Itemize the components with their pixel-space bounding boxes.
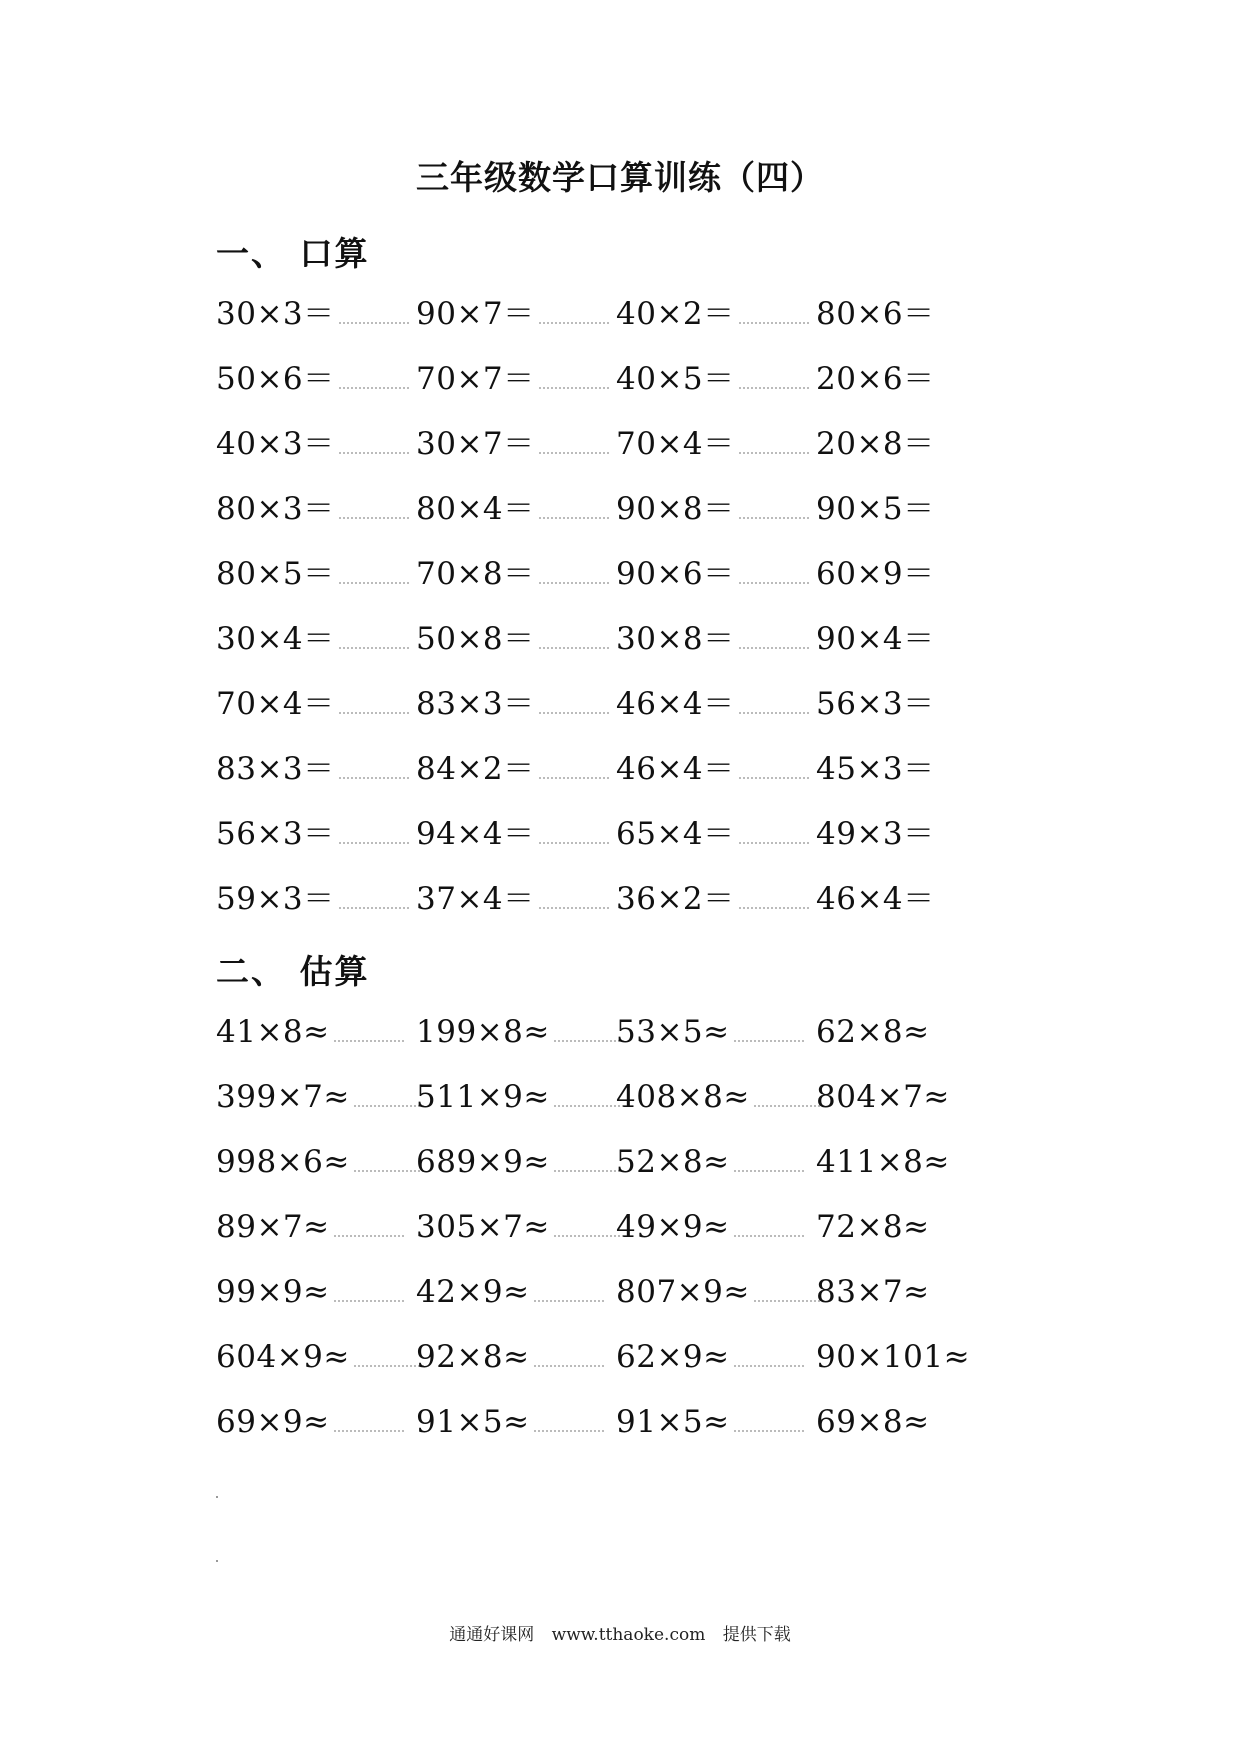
- problem: 30×4＝: [216, 619, 409, 659]
- problem: 90×4＝: [816, 621, 935, 657]
- footer-site-name: 通通好课网: [449, 1625, 535, 1645]
- problem: 92×8≈: [416, 1337, 604, 1377]
- problem: 42×9≈: [416, 1272, 604, 1312]
- problem-row: [216, 1337, 996, 1402]
- problem: 90×6＝: [616, 554, 809, 594]
- problem: 804×7≈: [816, 1079, 950, 1115]
- problem-row: [216, 424, 996, 489]
- problem-row: [216, 1012, 996, 1077]
- problem: 49×3＝: [816, 816, 935, 852]
- problem-row: [216, 554, 996, 619]
- problem: 80×4＝: [416, 489, 609, 529]
- problem: 62×8≈: [816, 1014, 930, 1050]
- problem: 305×7≈: [416, 1207, 624, 1247]
- problem: 46×4＝: [816, 881, 935, 917]
- problem: 40×2＝: [616, 294, 809, 334]
- problem: 20×8＝: [816, 426, 935, 462]
- problem: 37×4＝: [416, 879, 609, 919]
- footer-suffix: 提供下载: [722, 1625, 791, 1645]
- estimation-grid: [216, 1012, 996, 1467]
- problem: 52×8≈: [616, 1142, 804, 1182]
- problem-row: [216, 749, 996, 814]
- mental-math-grid: [216, 294, 996, 944]
- problem: 53×5≈: [616, 1012, 804, 1052]
- problem: 604×9≈: [216, 1337, 424, 1377]
- problem: 90×5＝: [816, 491, 935, 527]
- problem: 46×4＝: [616, 684, 809, 724]
- problem: 83×3＝: [216, 749, 409, 789]
- problem: 49×9≈: [616, 1207, 804, 1247]
- problem-row: [216, 619, 996, 684]
- problem: 36×2＝: [616, 879, 809, 919]
- problem: 59×3＝: [216, 879, 409, 919]
- page-title: 三年级数学口算训练（四）: [416, 158, 824, 197]
- problem: 50×6＝: [216, 359, 409, 399]
- problem: 89×7≈: [216, 1207, 404, 1247]
- problem: 56×3＝: [816, 686, 935, 722]
- problem: 69×9≈: [216, 1402, 404, 1442]
- problem: 411×8≈: [816, 1144, 950, 1180]
- problem: 94×4＝: [416, 814, 609, 854]
- problem-row: [216, 489, 996, 554]
- problem: 83×7≈: [816, 1274, 930, 1310]
- problem: 65×4＝: [616, 814, 809, 854]
- problem-row: [216, 1272, 996, 1337]
- scan-speck: [216, 1496, 218, 1498]
- problem: 90×8＝: [616, 489, 809, 529]
- problem-row: [216, 1402, 996, 1467]
- problem: 998×6≈: [216, 1142, 424, 1182]
- problem: 70×8＝: [416, 554, 609, 594]
- problem-row: [216, 294, 996, 359]
- problem: 62×9≈: [616, 1337, 804, 1377]
- problem: 69×8≈: [816, 1404, 930, 1440]
- problem: 40×3＝: [216, 424, 409, 464]
- section-heading-estimation: 二、 估算: [216, 952, 370, 991]
- problem: 80×6＝: [816, 296, 935, 332]
- problem: 30×3＝: [216, 294, 409, 334]
- problem-row: [216, 684, 996, 749]
- problem: 199×8≈: [416, 1012, 624, 1052]
- scan-speck: [216, 1560, 218, 1562]
- section-heading-mental-math: 一、 口算: [216, 234, 370, 273]
- problem: 99×9≈: [216, 1272, 404, 1312]
- problem: 399×7≈: [216, 1077, 424, 1117]
- problem: 30×7＝: [416, 424, 609, 464]
- problem: 83×3＝: [416, 684, 609, 724]
- problem: 72×8≈: [816, 1209, 930, 1245]
- problem: 56×3＝: [216, 814, 409, 854]
- problem: 807×9≈: [616, 1272, 824, 1312]
- problem: 91×5≈: [616, 1402, 804, 1442]
- problem: 90×7＝: [416, 294, 609, 334]
- problem: 46×4＝: [616, 749, 809, 789]
- problem: 40×5＝: [616, 359, 809, 399]
- problem: 70×4＝: [216, 684, 409, 724]
- problem-row: [216, 359, 996, 424]
- problem-row: [216, 1142, 996, 1207]
- problem: 50×8＝: [416, 619, 609, 659]
- problem: 41×8≈: [216, 1012, 404, 1052]
- problem: 511×9≈: [416, 1077, 624, 1117]
- problem: 30×8＝: [616, 619, 809, 659]
- footer: [0, 1620, 1240, 1645]
- problem-row: [216, 879, 996, 944]
- problem: 84×2＝: [416, 749, 609, 789]
- problem: 80×5＝: [216, 554, 409, 594]
- problem: 60×9＝: [816, 556, 935, 592]
- problem: 70×4＝: [616, 424, 809, 464]
- problem: 408×8≈: [616, 1077, 824, 1117]
- problem-row: [216, 814, 996, 879]
- footer-url: www.tthaoke.com: [551, 1625, 706, 1645]
- problem: 80×3＝: [216, 489, 409, 529]
- problem: 689×9≈: [416, 1142, 624, 1182]
- problem: 91×5≈: [416, 1402, 604, 1442]
- problem: 90×101≈: [816, 1339, 971, 1375]
- problem: 70×7＝: [416, 359, 609, 399]
- problem-row: [216, 1207, 996, 1272]
- problem: 45×3＝: [816, 751, 935, 787]
- problem-row: [216, 1077, 996, 1142]
- problem: 20×6＝: [816, 361, 935, 397]
